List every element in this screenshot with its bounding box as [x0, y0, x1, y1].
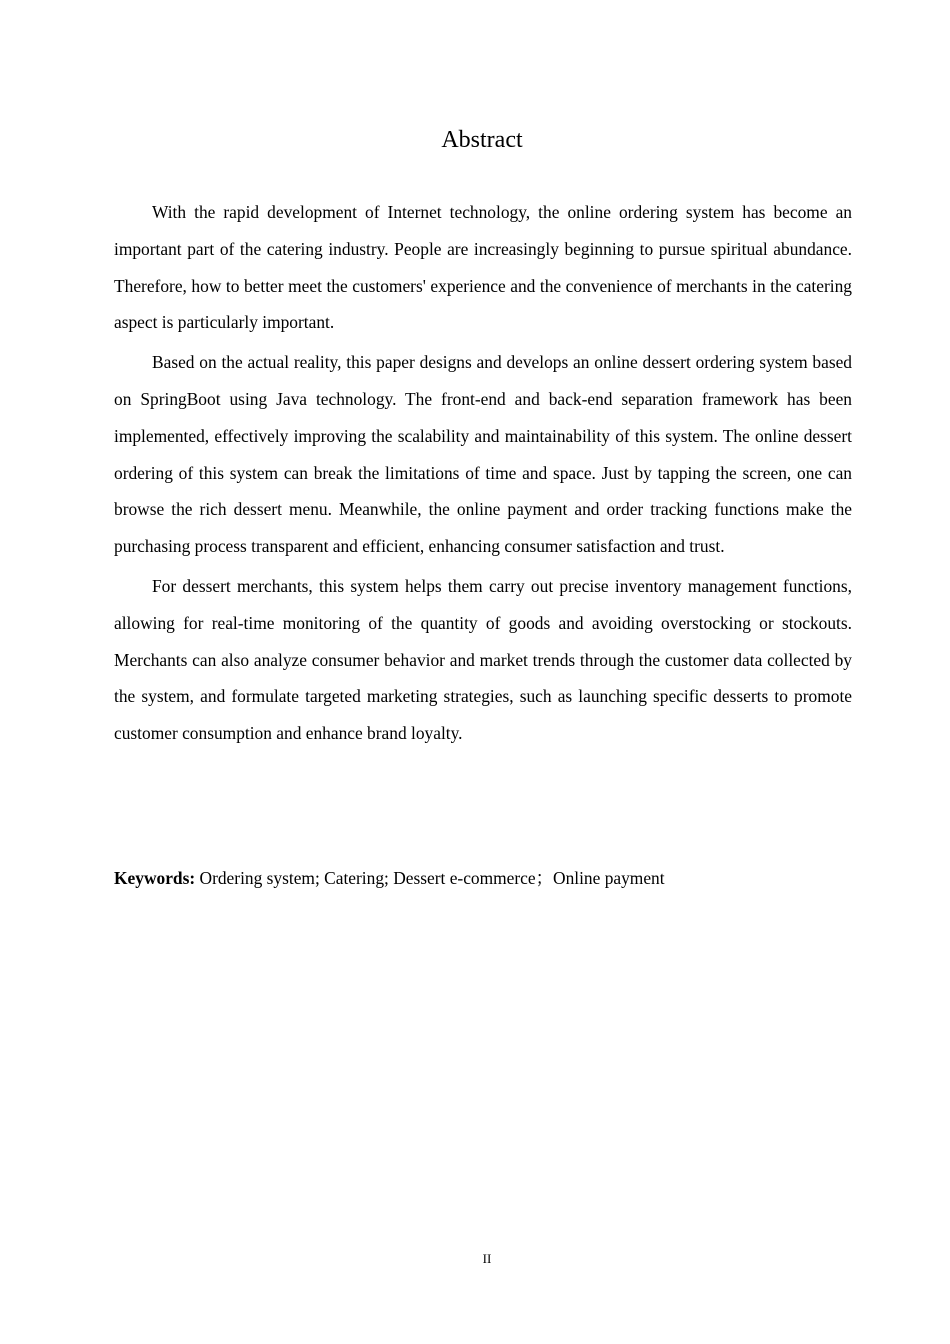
keywords-label: Keywords: — [114, 868, 196, 888]
abstract-paragraph-1: With the rapid development of Internet technology, the online ordering system has become an important part of the catering industry. People are increasingly beginning to pursue spiritual abundance. Therefore, how to better meet the customers' experience and the convenience of merchants in the catering aspect is particularly important. — [114, 202, 852, 333]
abstract-title: Abstract — [441, 127, 523, 153]
keywords-line — [114, 860, 852, 896]
abstract-body — [114, 194, 852, 755]
abstract-paragraph-2: Based on the actual reality, this paper designs and develops an online dessert ordering system based on SpringBoot using Java technology. The front-end and back-end separation framework has been implemented, effectively improving the scalability and maintainability of this system. The online dessert ordering of this system can break the limitations of time and space. Just by tapping the screen, one can browse the rich dessert menu. Meanwhile, the online payment and order tracking functions make the purchasing process transparent and efficient, enhancing consumer satisfaction and trust. — [114, 352, 852, 557]
abstract-paragraph-3: For dessert merchants, this system helps them carry out precise inventory management functions, allowing for real-time monitoring of the quantity of goods and avoiding overstocking or stockouts. Merchants can also analyze consumer behavior and market trends through the customer data collected by the system, and formulate targeted marketing strategies, such as launching specific desserts to promote customer consumption and enhance brand loyalty. — [114, 575, 852, 744]
page-number: II — [482, 1251, 492, 1266]
keywords-text: Ordering system; Catering; Dessert e-commerce；Online payment — [199, 868, 665, 888]
